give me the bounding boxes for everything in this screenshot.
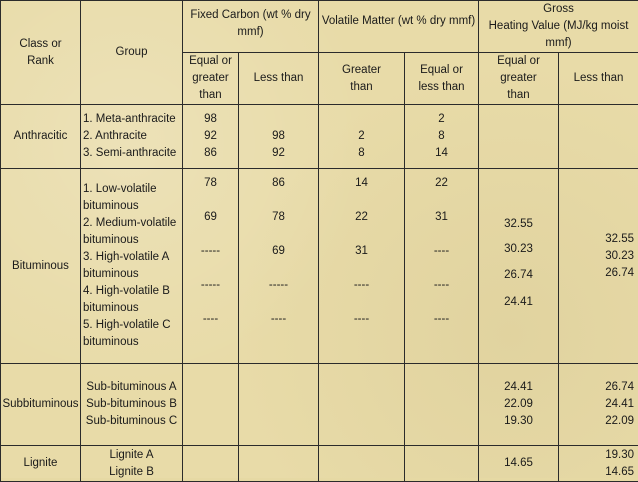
cell-value: ----	[241, 311, 316, 328]
table-row-lignite	[1, 446, 638, 482]
cell-value: 19.30	[481, 413, 556, 430]
group-lignite-a: Lignite A	[83, 447, 180, 464]
header-heating-line2: Heating Value (MJ/kg moist	[481, 18, 636, 35]
header-vm-gt-line2: than	[321, 79, 402, 96]
lignite-vm-min	[319, 446, 405, 482]
group-medium-volatile: 2. Medium-volatile	[83, 215, 180, 232]
header-vm-el-line1: Equal or	[407, 62, 476, 79]
cell-value: 24.41	[481, 294, 556, 311]
group-high-volatile-c-cont: bituminous	[83, 334, 180, 351]
group-low-volatile-cont: bituminous	[83, 198, 180, 215]
group-high-volatile-b: 4. High-volatile B	[83, 283, 180, 300]
subbituminous-fc-max	[239, 364, 319, 446]
cell-value: 24.41	[481, 379, 556, 396]
cell-value: 2	[321, 128, 402, 145]
cell-value: 92	[185, 128, 236, 145]
lignite-fc-min	[183, 446, 239, 482]
cell-value: 78	[185, 175, 236, 192]
subbituminous-vm-min	[319, 364, 405, 446]
bituminous-hv-max	[559, 169, 638, 364]
rank-anthracitic: Anthracitic	[1, 105, 81, 169]
lignite-vm-max	[405, 446, 479, 482]
anthracitic-vm-max	[405, 105, 479, 169]
cell-value: ----	[321, 277, 402, 294]
cell-value: 69	[241, 243, 316, 260]
header-heating-line3: mmf)	[481, 35, 636, 52]
cell-value: 22	[321, 209, 402, 226]
cell-value: 32.55	[481, 216, 556, 233]
group-sub-bituminous-b: Sub-bituminous B	[83, 396, 180, 413]
cell-value: ----	[407, 277, 476, 294]
cell-value: 98	[185, 111, 236, 128]
anthracitic-hv-max	[559, 105, 638, 169]
header-fixed-carbon	[183, 1, 319, 53]
cell-value	[241, 111, 316, 128]
cell-value: -----	[241, 277, 316, 294]
header-hv-eg-line2: greater	[481, 70, 556, 87]
cell-value: 78	[241, 209, 316, 226]
header-fc-eg-line2: greater	[185, 70, 236, 87]
lignite-hv-min: 14.65	[479, 446, 559, 482]
group-sub-bituminous-c: Sub-bituminous C	[83, 413, 180, 430]
group-high-volatile-b-cont: bituminous	[83, 300, 180, 317]
table-row-subbituminous	[1, 364, 638, 446]
cell-value: -----	[185, 277, 236, 294]
cell-value: ----	[407, 311, 476, 328]
lignite-hv-max	[559, 446, 638, 482]
cell-value: 26.74	[561, 379, 634, 396]
header-vm-equal-less	[405, 53, 479, 105]
group-lignite	[81, 446, 183, 482]
anthracitic-hv-min	[479, 105, 559, 169]
header-hv-eg-line1: Equal or	[481, 53, 556, 70]
cell-value: 31	[321, 243, 402, 260]
cell-value: ----	[185, 311, 236, 328]
cell-value: 14.65	[561, 464, 634, 481]
group-anthracite: 2. Anthracite	[83, 128, 180, 145]
anthracitic-fc-min	[183, 105, 239, 169]
header-volatile-line: Volatile Matter (wt % dry mmf)	[321, 13, 476, 30]
cell-value: ----	[407, 243, 476, 260]
header-group: Group	[81, 1, 183, 105]
group-bituminous	[81, 169, 183, 364]
group-low-volatile: 1. Low-volatile	[83, 181, 180, 198]
header-heating-value	[479, 1, 638, 53]
group-meta-anthracite: 1. Meta-anthracite	[83, 111, 180, 128]
cell-value: 24.41	[561, 396, 634, 413]
rank-lignite: Lignite	[1, 446, 81, 482]
cell-value: -----	[185, 243, 236, 260]
anthracitic-fc-max	[239, 105, 319, 169]
cell-value: 22.09	[481, 396, 556, 413]
cell-value: 30.23	[481, 241, 556, 258]
cell-value: 14	[407, 145, 476, 162]
header-fixed-carbon-line1: Fixed Carbon (wt % dry	[185, 7, 316, 24]
group-high-volatile-a-cont: bituminous	[83, 266, 180, 283]
subbituminous-fc-min	[183, 364, 239, 446]
table-row-anthracitic	[1, 105, 638, 169]
cell-value: 14	[321, 175, 402, 192]
header-fc-eg-line3: than	[185, 87, 236, 104]
header-hv-eg-line3: than	[481, 87, 556, 104]
header-class-line1: Class or	[3, 36, 78, 53]
rank-bituminous: Bituminous	[1, 169, 81, 364]
cell-value: 22	[407, 175, 476, 192]
group-subbituminous	[81, 364, 183, 446]
group-anthracitic	[81, 105, 183, 169]
header-hv-equal-greater	[479, 53, 559, 105]
table-row-bituminous	[1, 169, 638, 364]
anthracitic-vm-min	[319, 105, 405, 169]
cell-value: 2	[407, 111, 476, 128]
cell-value: 26.74	[561, 265, 634, 282]
cell-value: ----	[321, 311, 402, 328]
cell-value: 86	[185, 145, 236, 162]
header-vm-el-line2: less than	[407, 79, 476, 96]
cell-value: 86	[241, 175, 316, 192]
header-row-top	[1, 1, 638, 53]
subbituminous-vm-max	[405, 364, 479, 446]
cell-value: 8	[407, 128, 476, 145]
group-semi-anthracite: 3. Semi-anthracite	[83, 145, 180, 162]
bituminous-fc-min	[183, 169, 239, 364]
header-heating-line1: Gross	[481, 1, 636, 18]
header-fc-less-than: Less than	[239, 53, 319, 105]
header-vm-greater-than	[319, 53, 405, 105]
group-high-volatile-c: 5. High-volatile C	[83, 317, 180, 334]
cell-value: 22.09	[561, 413, 634, 430]
cell-value: 19.30	[561, 447, 634, 464]
cell-value: 31	[407, 209, 476, 226]
header-volatile-matter	[319, 1, 479, 53]
group-high-volatile-a: 3. High-volatile A	[83, 249, 180, 266]
header-fc-eg-line1: Equal or	[185, 53, 236, 70]
cell-value: 32.55	[561, 231, 634, 248]
subbituminous-hv-max	[559, 364, 638, 446]
header-class-rank	[1, 1, 81, 105]
bituminous-hv-min	[479, 169, 559, 364]
header-fc-equal-greater	[183, 53, 239, 105]
cell-value: 69	[185, 209, 236, 226]
subbituminous-hv-min	[479, 364, 559, 446]
bituminous-fc-max	[239, 169, 319, 364]
header-vm-gt-line1: Greater	[321, 62, 402, 79]
lignite-fc-max	[239, 446, 319, 482]
group-lignite-b: Lignite B	[83, 464, 180, 481]
rank-subbituminous: Subbituminous	[1, 364, 81, 446]
header-hv-less-than: Less than	[559, 53, 638, 105]
cell-value: 98	[241, 128, 316, 145]
cell-value: 92	[241, 145, 316, 162]
bituminous-vm-min	[319, 169, 405, 364]
bituminous-vm-max	[405, 169, 479, 364]
cell-value: 26.74	[481, 267, 556, 284]
header-fixed-carbon-line2: mmf)	[185, 24, 316, 41]
cell-value: 30.23	[561, 248, 634, 265]
header-class-line2: Rank	[3, 53, 78, 70]
group-sub-bituminous-a: Sub-bituminous A	[83, 379, 180, 396]
group-medium-volatile-cont: bituminous	[83, 232, 180, 249]
cell-value: 8	[321, 145, 402, 162]
cell-value	[321, 111, 402, 128]
